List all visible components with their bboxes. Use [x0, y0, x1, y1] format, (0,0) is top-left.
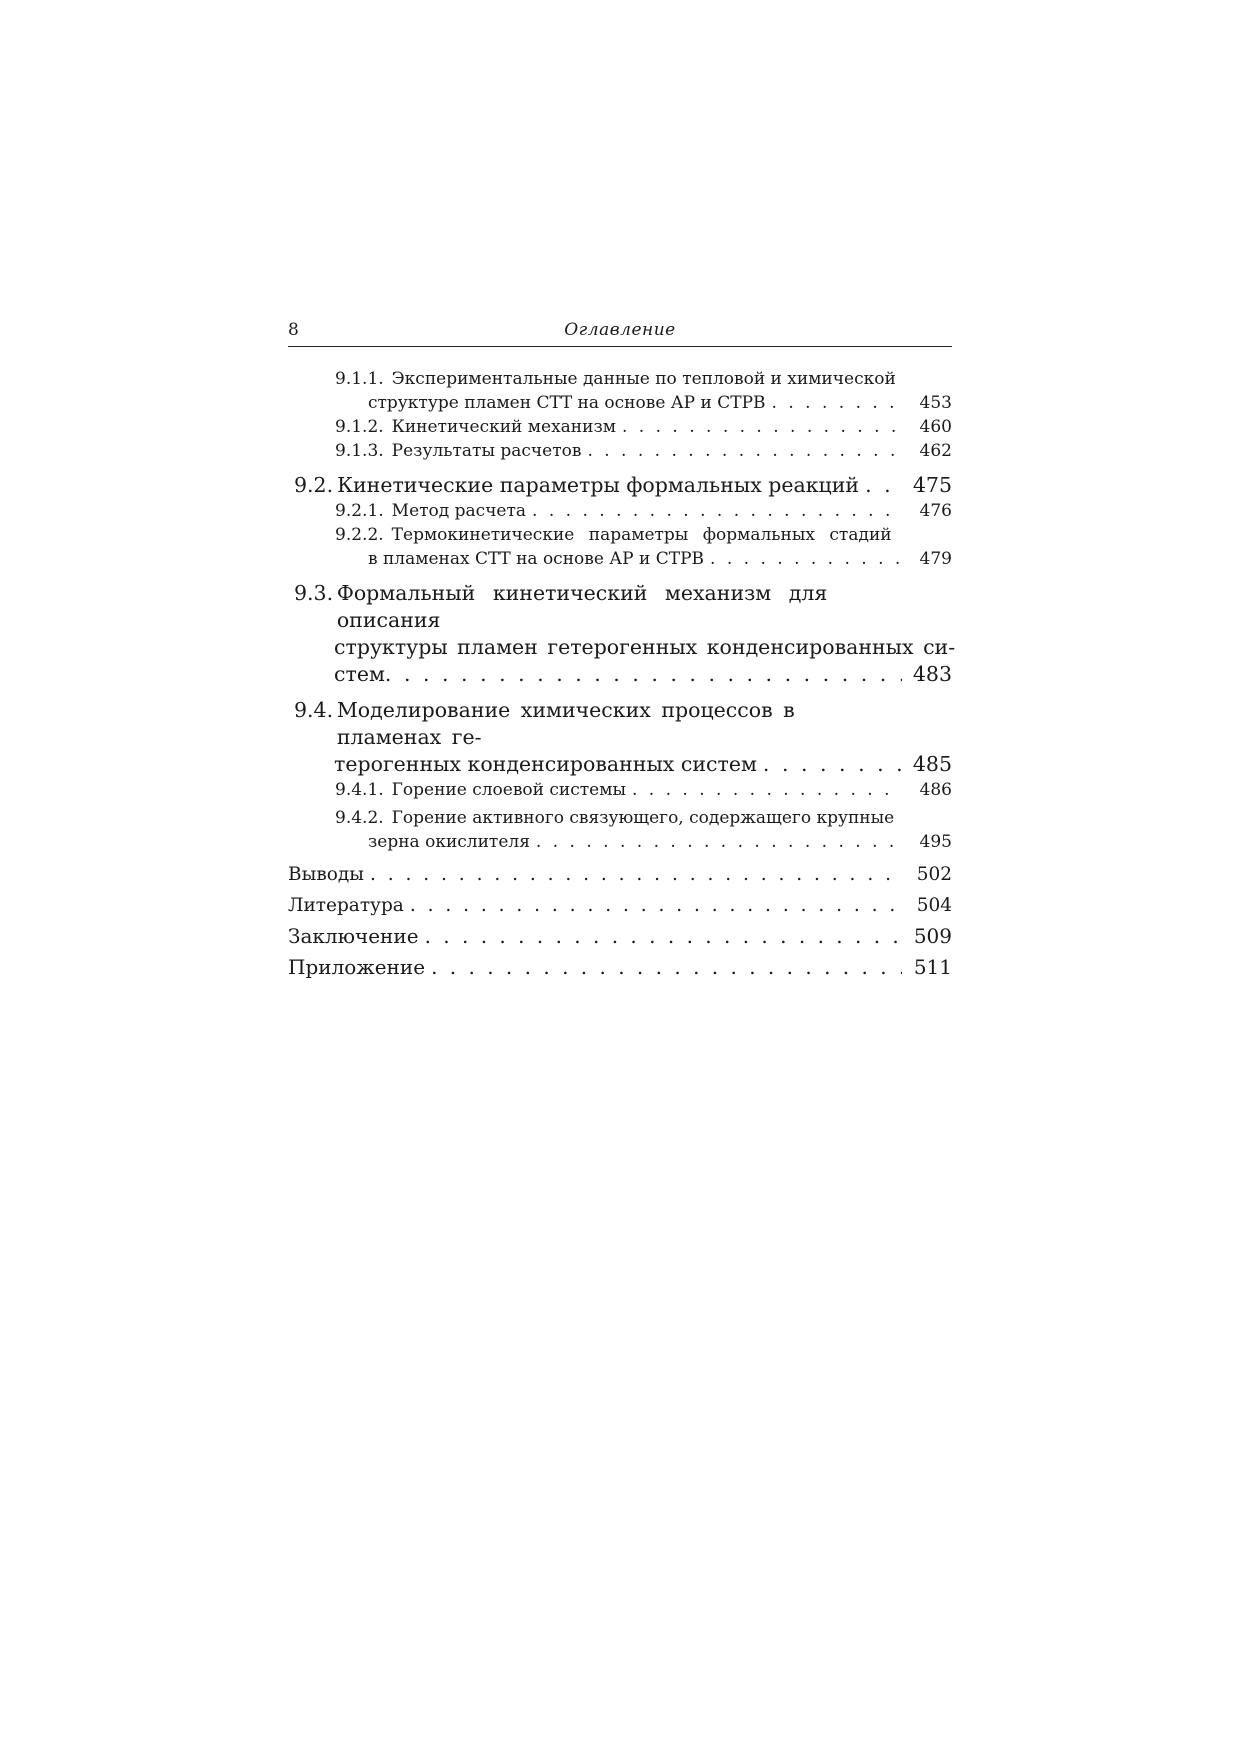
leader-dots — [622, 415, 902, 439]
leader-dots — [410, 890, 902, 921]
toc-entry-9-1-3[interactable] — [288, 439, 952, 463]
entry-title: Кинетические параметры формальных реакций — [337, 473, 860, 497]
toc-entry-9-2[interactable] — [288, 472, 952, 499]
entry-page: 460 — [919, 417, 952, 437]
running-title: Оглавление — [564, 320, 676, 340]
leader-dots — [587, 439, 902, 463]
entry-number: 9.2. — [294, 473, 334, 497]
leader-dots — [370, 859, 902, 890]
entry-number: 9.2.2. — [335, 525, 384, 545]
entry-page: 511 — [913, 955, 952, 979]
entry-page: 502 — [916, 864, 952, 885]
entry-page: 479 — [919, 549, 952, 569]
page-header — [288, 318, 952, 347]
entry-title-line1: Моделирование химических процессов в пламенах ге- — [336, 698, 795, 749]
entry-title: Литература — [288, 895, 404, 916]
entry-page: 509 — [913, 924, 952, 948]
leader-dots — [536, 830, 902, 854]
leader-dots — [865, 472, 902, 499]
toc-entry-9-4-2[interactable] — [288, 806, 952, 854]
toc-entry-9-4-1[interactable] — [288, 778, 952, 802]
entry-page: 485 — [912, 752, 952, 776]
toc-entry-9-2-1[interactable] — [288, 499, 952, 523]
table-of-contents — [288, 367, 956, 983]
entry-number: 9.1.3. — [335, 441, 384, 461]
entry-title: Кинетический механизм — [391, 417, 616, 437]
entry-title-line2: зерна окислителя — [368, 832, 530, 852]
entry-title-line2: терогенных конденсированных систем — [334, 752, 757, 776]
entry-number: 9.4. — [294, 698, 334, 722]
leader-dots — [425, 921, 902, 952]
entry-number: 9.3. — [294, 581, 334, 605]
toc-entry-9-3[interactable] — [288, 580, 956, 688]
entry-title: Заключение — [288, 924, 419, 948]
leader-dots — [772, 391, 902, 415]
entry-title-line2: структуре пламен СТТ на основе АР и СТРВ — [368, 393, 766, 413]
toc-entry-9-1-1[interactable] — [288, 367, 952, 415]
entry-title: Приложение — [288, 955, 426, 979]
entry-title: Метод расчета — [391, 501, 527, 521]
entry-title: Горение слоевой системы — [391, 780, 626, 800]
entry-title: Результаты расчетов — [391, 441, 582, 461]
entry-number: 9.1.2. — [335, 417, 384, 437]
entry-number: 9.1.1. — [335, 369, 384, 389]
entry-title-line1: Горение активного связующего, содержащего крупные — [391, 808, 895, 828]
entry-page: 486 — [919, 780, 952, 800]
entry-title-line2: структуры пламен гетерогенных конденсированных си- — [334, 635, 956, 659]
toc-entry-9-1-2[interactable] — [288, 415, 952, 439]
toc-entry-zaklyuchenie[interactable] — [288, 921, 952, 952]
entry-number: 9.4.2. — [335, 808, 384, 828]
entry-page: 475 — [912, 473, 952, 497]
entry-title-line3: стем — [334, 662, 385, 686]
leader-dots — [710, 547, 902, 571]
entry-title-line1: Термокинетические параметры формальных стадий — [391, 525, 892, 545]
toc-entry-9-2-2[interactable] — [288, 523, 952, 571]
leader-dots — [385, 661, 902, 688]
toc-entry-vyvody[interactable] — [288, 859, 952, 890]
toc-entry-9-4[interactable] — [288, 697, 952, 778]
leader-dots — [431, 952, 902, 983]
entry-page: 476 — [919, 501, 952, 521]
toc-entry-prilozhenie[interactable] — [288, 952, 952, 983]
entry-page: 495 — [919, 832, 952, 852]
entry-title-line2: в пламенах СТТ на основе АР и СТРВ — [368, 549, 705, 569]
entry-title-line1: Формальный кинетический механизм для описания — [336, 581, 828, 632]
entry-page: 462 — [919, 441, 952, 461]
leader-dots — [763, 751, 902, 778]
leader-dots — [532, 499, 902, 523]
entry-number: 9.4.1. — [335, 780, 384, 800]
entry-title: Выводы — [288, 864, 364, 885]
entry-page: 453 — [919, 393, 952, 413]
entry-title-line1: Экспериментальные данные по тепловой и химической — [391, 369, 896, 389]
toc-entry-literatura[interactable] — [288, 890, 952, 921]
entry-number: 9.2.1. — [335, 501, 384, 521]
page-number: 8 — [288, 320, 299, 340]
leader-dots — [632, 778, 902, 802]
entry-page: 483 — [912, 662, 952, 686]
entry-page: 504 — [916, 895, 952, 916]
